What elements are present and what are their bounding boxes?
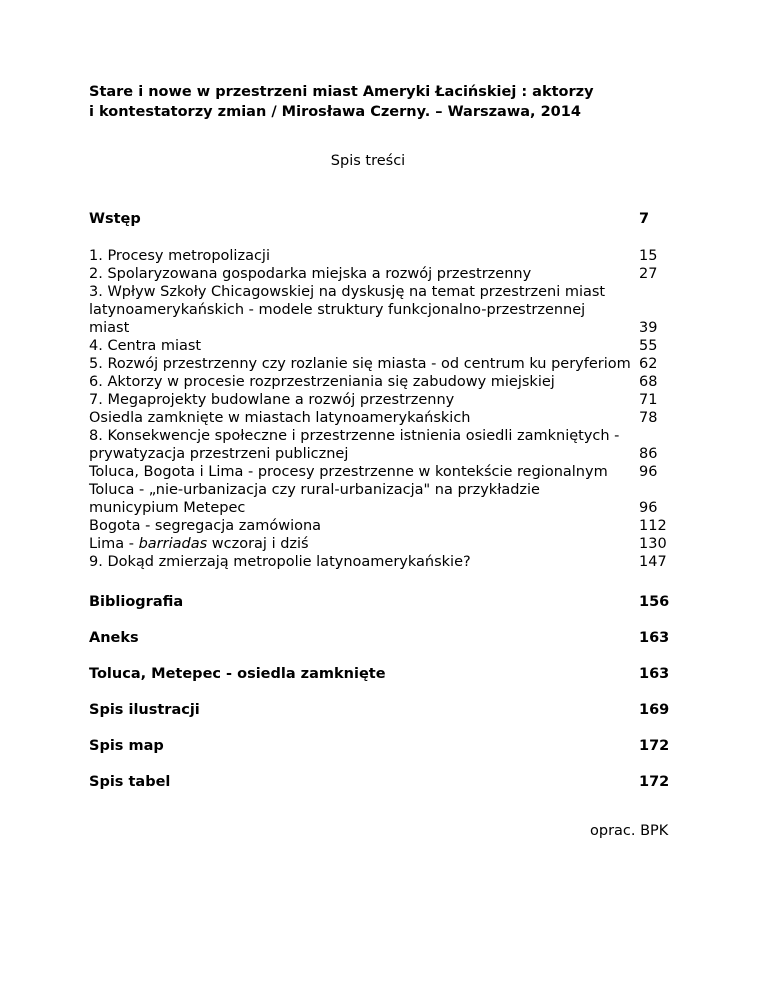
toc-entry-page: 169 xyxy=(639,702,670,718)
toc-entry-line: prywatyzacja przestrzeni publicznej xyxy=(89,446,349,462)
toc-entry-line: 7. Megaprojekty budowlane a rozwój przestrzenny xyxy=(89,392,455,408)
toc-entry-line-prefix: Lima - xyxy=(89,536,139,552)
toc-entry-line: Osiedla zamknięte w miastach latynoamerykańskich xyxy=(89,410,471,426)
toc-entry-line: 9. Dokąd zmierzają metropolie latynoamerykańskie? xyxy=(89,554,471,570)
toc-entry-line: 5. Rozwój przestrzenny czy rozlanie się miasta - od centrum ku peryferiom xyxy=(89,356,631,372)
toc-entry-page: 15 xyxy=(639,248,658,264)
toc-entry-page: 39 xyxy=(639,320,658,336)
toc-entry-line: municypium Metepec xyxy=(89,500,246,516)
toc-entry-page: 172 xyxy=(639,774,670,790)
bibliographic-title xyxy=(89,82,689,122)
toc-entry-page: 55 xyxy=(639,338,658,354)
toc-entry-page: 112 xyxy=(639,518,667,534)
toc-entry-label: Spis map xyxy=(89,738,164,754)
toc-entry-line-suffix: wczoraj i dziś xyxy=(207,536,309,552)
toc-entry-line-italic: barriadas xyxy=(138,536,208,552)
toc-entry-line: 3. Wpływ Szkoły Chicagowskiej na dyskusję na temat przestrzeni miast xyxy=(89,284,606,300)
toc-entry-page: 147 xyxy=(639,554,667,570)
toc-entry-page: 163 xyxy=(639,666,670,682)
toc-entry-label xyxy=(89,354,629,374)
toc-entry-page: 71 xyxy=(639,392,658,408)
toc-entry-label xyxy=(89,336,629,356)
toc-entry-label: Bibliografia xyxy=(89,594,184,610)
toc-entry-line: miast xyxy=(89,320,130,336)
toc-entry-line: 8. Konsekwencje społeczne i przestrzenne istnienia osiedli zamkniętych - xyxy=(89,428,620,444)
toc-entry-label: Aneks xyxy=(89,630,139,646)
toc-entry-label xyxy=(89,372,629,392)
toc-entry-line: Toluca - „nie-urbanizacja czy rural-urbanizacja" na przykładzie xyxy=(89,482,540,498)
toc-entry-label xyxy=(89,480,629,516)
title-line-1: Stare i nowe w przestrzeni miast Ameryki Łacińskiej : aktorzy xyxy=(89,84,594,100)
toc-entry xyxy=(89,282,679,342)
toc-entry-label xyxy=(89,426,629,462)
toc-entry-line: 6. Aktorzy w procesie rozprzestrzeniania się zabudowy miejskiej xyxy=(89,374,555,390)
toc-entry-label: Wstęp xyxy=(89,211,141,227)
toc-entry-label: Toluca, Metepec - osiedla zamknięte xyxy=(89,666,386,682)
toc-entry-page: 62 xyxy=(639,356,658,372)
toc-entry-label xyxy=(89,246,629,266)
toc-entry-line: Bogota - segregacja zamówiona xyxy=(89,518,322,534)
toc-entry-line: Toluca, Bogota i Lima - procesy przestrzenne w kontekście regionalnym xyxy=(89,464,608,480)
toc-entry-label: Spis tabel xyxy=(89,774,171,790)
toc-entry-line: 1. Procesy metropolizacji xyxy=(89,248,270,264)
toc-entry-label xyxy=(89,516,629,536)
toc-heading: Spis treści xyxy=(330,153,406,169)
toc-entry-label xyxy=(89,462,629,482)
toc-entry-page: 156 xyxy=(639,594,670,610)
toc-entry-label xyxy=(89,264,629,284)
toc-entry-page: 68 xyxy=(639,374,658,390)
toc-entry-label xyxy=(89,408,629,428)
title-line-2: i kontestatorzy zmian / Mirosława Czerny. – Warszawa, 2014 xyxy=(89,104,581,120)
toc-entry-page: 78 xyxy=(639,410,658,426)
toc-entry-label xyxy=(89,534,629,554)
toc-entry-label: Spis ilustracji xyxy=(89,702,200,718)
toc-entry-line xyxy=(89,534,629,554)
toc-entry-page: 86 xyxy=(639,446,658,462)
toc-entry-line: 4. Centra miast xyxy=(89,338,202,354)
toc-entry-label xyxy=(89,552,629,572)
toc-entry-page: 96 xyxy=(639,500,658,516)
toc-entry-line: 2. Spolaryzowana gospodarka miejska a rozwój przestrzenny xyxy=(89,266,532,282)
toc-entry-page: 172 xyxy=(639,738,670,754)
toc-entry-page: 27 xyxy=(639,266,658,282)
toc-entry-page: 163 xyxy=(639,630,670,646)
toc-entry-line: latynoamerykańskich - modele struktury funkcjonalno-przestrzennej xyxy=(89,302,586,318)
toc-entry-page: 130 xyxy=(639,536,667,552)
toc-entry-label xyxy=(89,282,629,336)
toc-entry-page: 96 xyxy=(639,464,658,480)
compiler-credit: oprac. BPK xyxy=(590,823,669,839)
toc-entry-label xyxy=(89,390,629,410)
toc-entry-page: 7 xyxy=(639,211,650,227)
